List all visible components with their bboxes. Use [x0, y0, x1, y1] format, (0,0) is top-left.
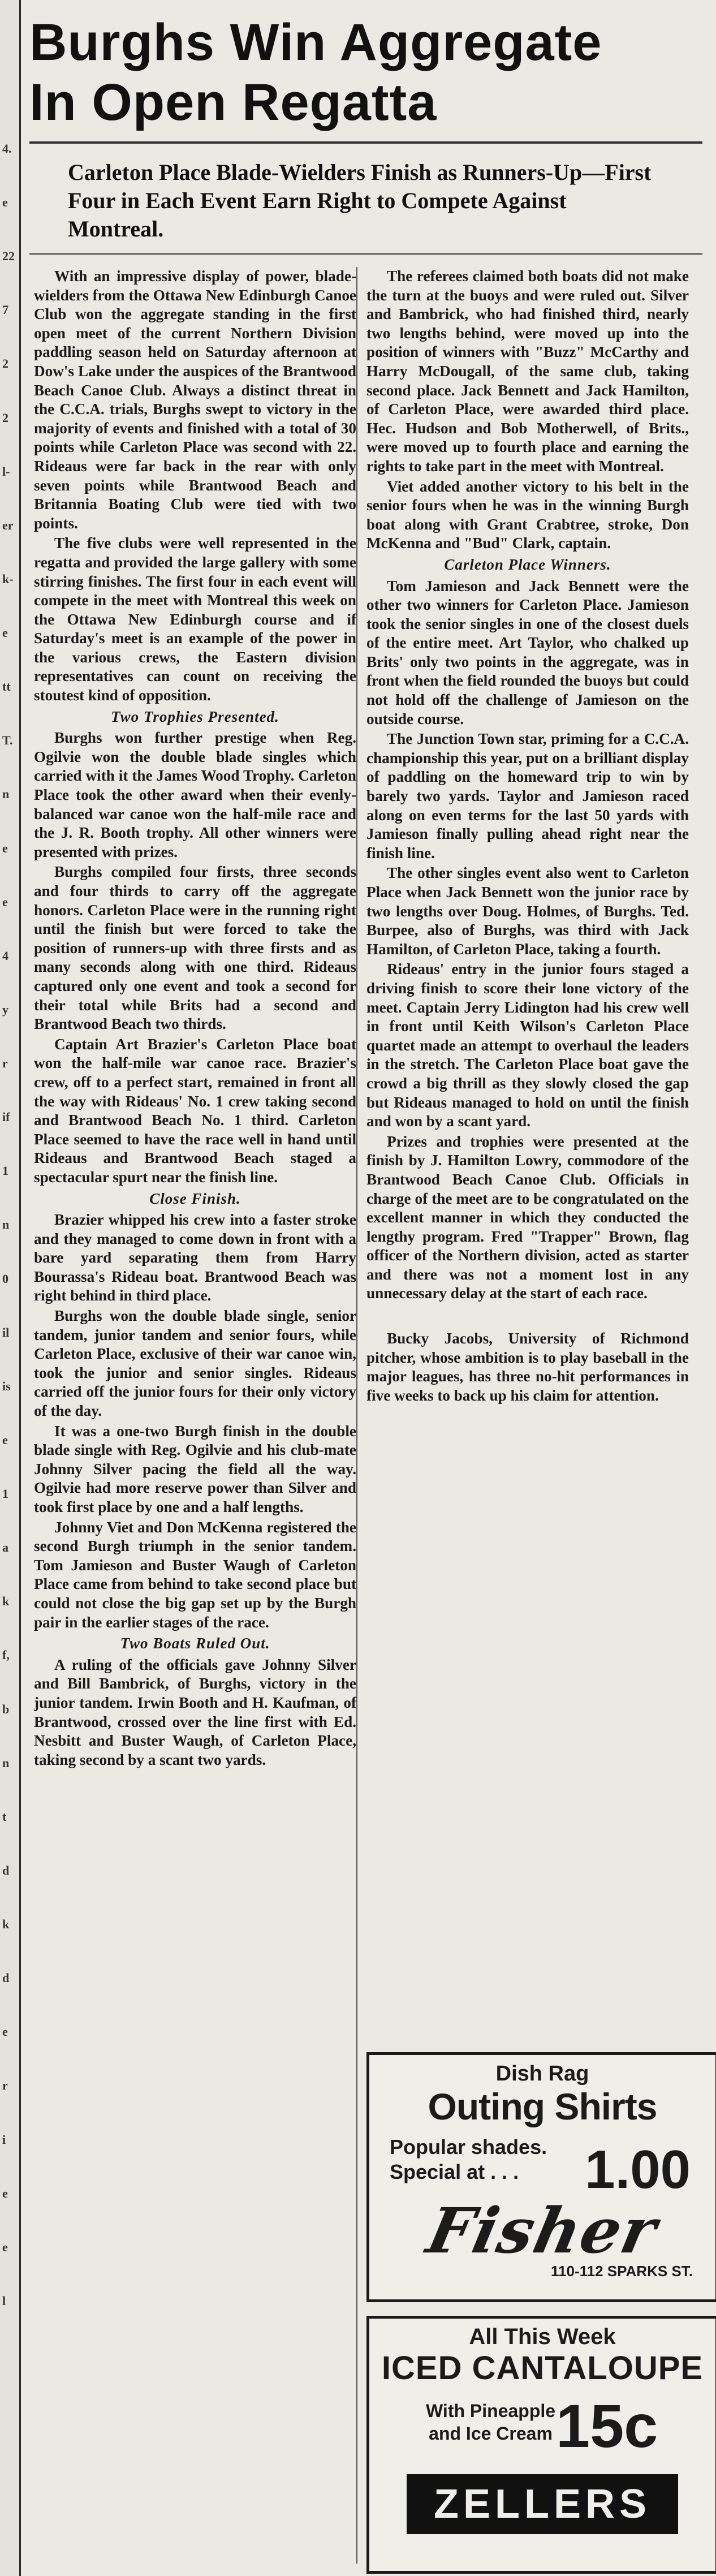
article-paragraph: Captain Art Brazier's Carleton Place boat won the half-mile war canoe race. Brazier's crew, off to a perfect start, remained in front all the way with Rideaus' No. 1 crew taking second and Brantwood Beach No. 1 third. Carleton Place seemed to have the race well in hand until Rideaus and Brantwood Beach staged a spectacular spurt near the finish line.: [34, 1035, 356, 1186]
ad-fisher-promo-line-2: Special at . . .: [390, 2160, 519, 2183]
gutter-fragment: e: [2, 894, 8, 909]
article-paragraph: Bucky Jacobs, University of Richmond pitcher, whose ambition is to play baseball in the major leagues, has three no-hit performances in five weeks to back up his claim for attention.: [366, 1330, 689, 1404]
subheadline-deck: Carleton Place Blade-Wielders Finish as Runners-Up—First Four in Each Event Earn Right to Compete Against Montreal.: [68, 160, 652, 242]
gutter-fragment: tt: [2, 679, 11, 694]
headline-line-1: Burghs Win Aggregate: [29, 14, 602, 71]
ad-fisher-promo-text: [390, 2135, 547, 2185]
advertisement-fisher: [366, 2052, 716, 2302]
article-paragraph: Burghs compiled four firsts, three seconds and four thirds to carry off the aggregate honors. Carleton Place were in the running right until the finish but were forced to take the position of runners-up with three firsts and as many seconds along with one third. Rideaus captured only one event and took a second for their total while Brits had a second and Brantwood Beach two thirds.: [34, 863, 356, 1033]
gutter-fragment: e: [2, 2024, 8, 2039]
section-subhead: Carleton Place Winners.: [444, 555, 611, 573]
gutter-fragment: d: [2, 1863, 10, 1877]
article-paragraph: Burghs won further prestige when Reg. Ogilvie won the double blade singles which carried with it the James Wood Trophy. Carleton Place took the other award when their evenly-balanced war canoe won the half-mile race and the J. R. Booth trophy. All other winners were presented with prizes.: [34, 729, 356, 860]
column-divider: [356, 267, 357, 2564]
gutter-fragment: 22: [2, 249, 15, 264]
ad-zellers-combo-line-2: and Ice Cream: [429, 2423, 553, 2444]
headline: [29, 12, 702, 132]
gutter-fragment: e: [2, 841, 8, 855]
article-paragraph: The referees claimed both boats did not make the turn at the buoys and were ruled out. Silver and Bambrick, who had finished third, nearly two lengths behind, were moved up into the position of winners with "Buzz" McCarthy and Harry McDougall, of the same club, taking second place. Jack Bennett and Jack Hamilton, of Carleton Place, were awarded third place. Hec. Hudson and Bob Motherwell, of Brits., were moved up to fourth place and earning the rights to take part in the meet with Montreal.: [366, 268, 689, 475]
gutter-fragment: n: [2, 1755, 10, 1770]
headline-line-2: In Open Regatta: [29, 74, 437, 131]
gutter-fragment: 1: [2, 1164, 8, 1178]
gutter-fragment: k-: [2, 571, 14, 586]
gutter-fragment: r: [2, 2078, 8, 2093]
gutter-fragment: n: [2, 1217, 10, 1232]
ad-fisher-promo: [369, 2131, 715, 2199]
article-paragraph: The Junction Town star, priming for a C.C.A. championship this year, put on a brilliant display of paddling on the homeward trip to win by barely two yards. Taylor and Jamieson raced along on even terms for the last 50 yards with Jamieson finally pulling ahead right near the finish line.: [366, 730, 689, 861]
ad-zellers-combo-line-1: With Pineapple: [426, 2401, 556, 2421]
gutter-fragment: e: [2, 2186, 8, 2200]
article-paragraph: With an impressive display of power, blade-wielders from the Ottawa New Edinburgh Canoe Club won the aggregate standing in the first open meet of the current Northern Division paddling season held on Saturday afternoon at Dow's Lake under the auspices of the Brantwood Beach Canoe Club. Always a distinct threat in the C.C.A. trials, Burghs swept to victory in the majority of events and finished with a total of 30 points while Carleton Place was second with 22. Rideaus were far back in the rear with only seven points while Brantwood Beach and Britannia Boating Club were tied with two points.: [34, 268, 356, 532]
ad-zellers-brand-logo: ZELLERS: [407, 2474, 678, 2534]
section-subhead: Close Finish.: [149, 1190, 241, 1207]
section-subhead: Two Trophies Presented.: [111, 708, 279, 725]
ad-fisher-title: Outing Shirts: [428, 2086, 657, 2127]
article-paragraph: Tom Jamieson and Jack Bennett were the other two winners for Carleton Place. Jamieson took the senior singles in one of the closest duels of the entire meet. Art Taylor, who chalked up Brits' only two points in the aggregate, was in front when the field rounded the buoys but could not hold off the challenge of Jamieson on the outside course.: [366, 577, 689, 727]
gutter-fragment: T.: [2, 733, 13, 748]
article-paragraph: The other singles event also went to Carleton Place when Jack Bennett won the junior race by two lengths over Doug. Holmes, of Burghs. Ted. Burpee, also of Burghs, was third with Jack Hamilton, of Carleton Place, taking a fourth.: [366, 864, 689, 958]
gutter-fragment: 0: [2, 1271, 8, 1286]
gutter-fragment: 2: [2, 356, 8, 371]
gutter-fragment: f,: [2, 1648, 10, 1662]
article-paragraph: The five clubs were well represented in the regatta and provided the large gallery with some stirring finishes. The first four in each event will compete in the meet with Montreal this week on the Ottawa New Edinburgh course and if Saturday's meet is an example of the power in the various crews, the Eastern division representatives can count on receiving the stoutest kind of opposition.: [34, 535, 356, 704]
ad-fisher-top-line: Dish Rag: [495, 2062, 589, 2086]
ad-zellers-price: 15c: [556, 2392, 658, 2460]
article-paragraph: Burghs won the double blade single, senior tandem, junior tandem and senior fours, while Carleton Place, exclusive of their war canoe win, took the junior and senior singles. Rideaus carried off the junior fours for their only victory of the day.: [34, 1307, 356, 1420]
article-paragraph: Prizes and trophies were presented at the finish by J. Hamilton Lowry, commodore of the Brantwood Beach Canoe Club. Officials in charge of the meet are to be congratulated on the excellent manner in which they conducted the lengthy program. Fred "Trapper" Brown, flag officer of the Northern division, acted as starter and there was not a moment lost in any unnecessary delay at the start of each race.: [366, 1132, 689, 1302]
ad-zellers-item: ICED CANTALOUPE: [381, 2350, 704, 2387]
ad-fisher-address: 110-112 SPARKS ST.: [551, 2263, 693, 2280]
ad-zellers-combo: [369, 2393, 715, 2472]
gutter-fragment: k: [2, 1594, 10, 1609]
ad-zellers-combo-text: [426, 2400, 555, 2445]
article-separator: [366, 1304, 689, 1329]
gutter-fragment: l: [2, 2293, 6, 2308]
gutter-fragment: d: [2, 1971, 10, 1985]
gutter-fragment: 7: [2, 303, 8, 317]
gutter-fragment: n: [2, 787, 10, 802]
gutter-fragment: 4: [2, 948, 8, 963]
gutter-fragment: i: [2, 2132, 6, 2147]
article-paragraph: A ruling of the officials gave Johnny Silver and Bill Bambrick, of Burghs, victory in the junior tandem. Irwin Booth and H. Kaufman, of Brantwood, crossed over the line first with Ed. Nesbitt and Buster Waugh, of Carleton Place, taking second by a scant two yards.: [34, 1656, 356, 1768]
article-paragraph: Rideaus' entry in the junior fours staged a driving finish to score their lone victory of the meet. Captain Jerry Lidington had his crew well in front until Keith Wilson's Carleton Place quartet made an attempt to overhaul the leaders in the stretch. The Carleton Place boat gave the crowd a big thrill as they slowly closed the gap but Rideaus managed to hold on until the finish and won by a scant yard.: [366, 960, 689, 1130]
gutter-fragment: 2: [2, 410, 8, 425]
gutter-fragment: e: [2, 2239, 8, 2254]
advertisement-zellers: [366, 2316, 716, 2574]
gutter-fragment: e: [2, 626, 8, 640]
gutter-fragment: k: [2, 1917, 10, 1932]
ad-zellers-week-line: All This Week: [469, 2324, 616, 2349]
deck-rule: [29, 253, 702, 255]
ad-fisher-price: 1.00: [585, 2139, 691, 2200]
gutter-fragment: if: [2, 1110, 10, 1125]
section-subhead: Two Boats Ruled Out.: [120, 1635, 270, 1652]
article-column-left: [34, 267, 356, 1771]
gutter-fragment: il: [2, 1325, 10, 1339]
article-paragraph: Viet added another victory to his belt in the senior fours when he was in the winning Burgh boat along with Grant Crabtree, stroke, Don McKenna and "Bud" Clark, captain.: [366, 477, 689, 552]
gutter-fragment: t: [2, 1809, 7, 1824]
gutter-fragment: er: [2, 518, 14, 532]
ad-fisher-brand-logo: Fisher: [421, 2194, 664, 2267]
gutter-fragment: e: [2, 195, 8, 210]
gutter-fragment: e: [2, 1432, 8, 1447]
headline-rule: [29, 141, 702, 144]
adjacent-column-fragments: [0, 0, 21, 2576]
gutter-fragment: a: [2, 1540, 8, 1555]
gutter-fragment: 4.: [2, 141, 12, 156]
gutter-fragment: y: [2, 1002, 8, 1016]
gutter-fragment: b: [2, 1701, 10, 1716]
gutter-fragment: r: [2, 1056, 8, 1071]
ad-fisher-promo-line-1: Popular shades.: [390, 2135, 547, 2159]
article-column-right: [366, 267, 689, 1406]
article-paragraph: It was a one-two Burgh finish in the double blade single with Reg. Ogilvie and his club-mate Johnny Silver pacing the field all the way. Ogilvie had more reserve power than Silver and took first place by one and a half lengths.: [34, 1422, 356, 1515]
article-paragraph: Brazier whipped his crew into a faster stroke and they managed to come down in front with a bare yard separating them from Harry Bourassa's Rideau boat. Brantwood Beach was right behind in third place.: [34, 1211, 356, 1304]
gutter-fragment: 1: [2, 1487, 8, 1501]
article-paragraph: Johnny Viet and Don McKenna registered the second Burgh triumph in the senior tandem. Tom Jamieson and Buster Waugh of Carleton Place came from behind to take second place but could not close the big gap set up by the Burgh pair in the earlier stages of the race.: [34, 1518, 356, 1631]
gutter-fragment: l-: [2, 464, 10, 479]
gutter-fragment: is: [2, 1379, 11, 1393]
